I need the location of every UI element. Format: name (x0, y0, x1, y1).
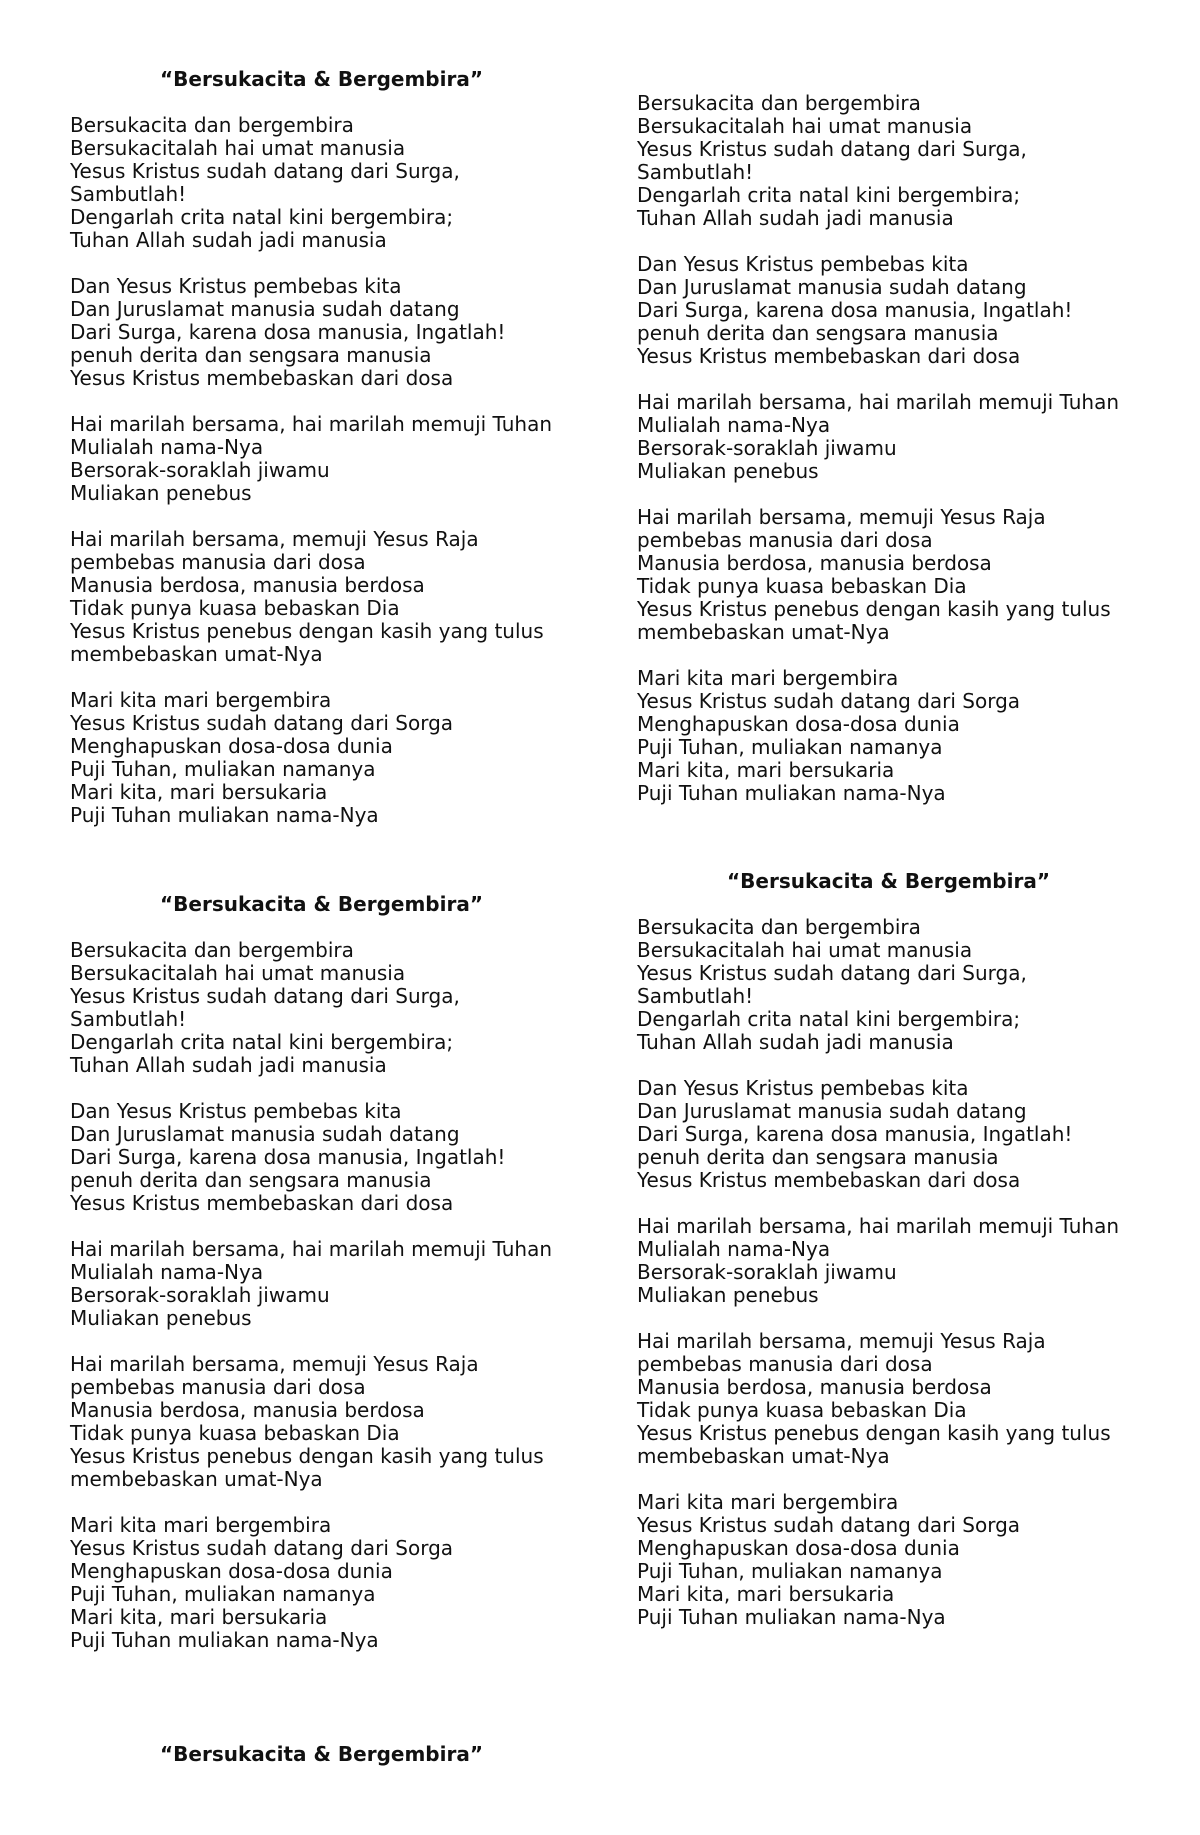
lyrics (70, 114, 590, 827)
song-title: “Bersukacita & Bergembira” (160, 1742, 483, 1766)
lyric-line: Tidak punya kuasa bebaskan Dia (637, 1398, 967, 1422)
lyric-line: Puji Tuhan muliakan nama-Nya (70, 803, 379, 827)
lyric-line: Yesus Kristus sudah datang dari Sorga (70, 1536, 454, 1560)
lyric-line: Yesus Kristus sudah datang dari Sorga (637, 1513, 1021, 1537)
song-block-4 (637, 870, 1157, 1652)
lyric-line: Tidak punya kuasa bebaskan Dia (70, 596, 400, 620)
lyric-line: Muliakan penebus (637, 459, 819, 483)
lyric-line: Puji Tuhan, muliakan namanya (70, 757, 376, 781)
lyric-line: membebaskan umat-Nya (637, 620, 890, 644)
lyric-line: Bersukacitalah hai umat manusia (70, 136, 406, 160)
lyric-line: Yesus Kristus penebus dengan kasih yang tulus (70, 1444, 544, 1468)
lyric-line: Manusia berdosa, manusia berdosa (70, 1398, 425, 1422)
lyric-line: Yesus Kristus penebus dengan kasih yang tulus (637, 597, 1111, 621)
lyric-line: Dari Surga, karena dosa manusia, Ingatlah! (70, 320, 506, 344)
lyric-line: Hai marilah bersama, memuji Yesus Raja (637, 505, 1046, 529)
lyric-line: Mari kita, mari bersukaria (70, 780, 328, 804)
stanza-4 (70, 1353, 590, 1491)
lyric-line: Mari kita mari bergembira (70, 1513, 332, 1537)
lyric-line: Dengarlah crita natal kini bergembira; (637, 183, 1021, 207)
lyric-line: Puji Tuhan, muliakan namanya (637, 1559, 943, 1583)
lyrics (70, 939, 590, 1652)
song-block-1 (70, 68, 590, 850)
lyric-line: pembebas manusia dari dosa (70, 1375, 366, 1399)
lyric-line: Yesus Kristus membebaskan dari dosa (637, 1168, 1021, 1192)
lyric-line: Mulialah nama-Nya (70, 435, 264, 459)
lyric-line: Manusia berdosa, manusia berdosa (70, 573, 425, 597)
lyric-line: Yesus Kristus membebaskan dari dosa (70, 366, 454, 390)
lyric-line: Bersukacitalah hai umat manusia (637, 938, 973, 962)
lyric-line: Mari kita, mari bersukaria (637, 1582, 895, 1606)
lyric-line: penuh derita dan sengsara manusia (637, 321, 999, 345)
lyric-line: Bersukacita dan bergembira (637, 915, 921, 939)
lyric-line: Menghapuskan dosa-dosa dunia (70, 734, 393, 758)
stanza-2 (70, 1100, 590, 1215)
lyric-line: Dan Juruslamat manusia sudah datang (70, 1122, 460, 1146)
lyric-line: pembebas manusia dari dosa (637, 1352, 933, 1376)
lyric-line: Bersukacita dan bergembira (637, 91, 921, 115)
stanza-4 (637, 1330, 1157, 1468)
lyric-line: Bersorak-soraklah jiwamu (637, 436, 897, 460)
lyric-line: Bersorak-soraklah jiwamu (70, 1283, 330, 1307)
lyric-line: Mari kita, mari bersukaria (70, 1605, 328, 1629)
lyric-line: Dari Surga, karena dosa manusia, Ingatlah! (637, 298, 1073, 322)
stanza-2 (637, 253, 1157, 368)
lyric-line: Yesus Kristus penebus dengan kasih yang tulus (70, 619, 544, 643)
stanza-2 (70, 275, 590, 390)
lyric-line: membebaskan umat-Nya (70, 642, 323, 666)
song-title: “Bersukacita & Bergembira” (160, 892, 483, 916)
lyric-line: Dan Juruslamat manusia sudah datang (637, 1099, 1027, 1123)
lyric-line: Tuhan Allah sudah jadi manusia (637, 206, 954, 230)
stanza-2 (637, 1077, 1157, 1192)
lyric-line: Bersukacita dan bergembira (70, 113, 354, 137)
lyric-line: Puji Tuhan, muliakan namanya (70, 1582, 376, 1606)
lyric-line: Dan Yesus Kristus pembebas kita (70, 274, 402, 298)
lyric-line: Bersukacitalah hai umat manusia (637, 114, 973, 138)
stanza-1 (637, 92, 1157, 230)
lyric-line: pembebas manusia dari dosa (637, 528, 933, 552)
lyric-line: Yesus Kristus penebus dengan kasih yang tulus (637, 1421, 1111, 1445)
lyric-line: Dan Juruslamat manusia sudah datang (637, 275, 1027, 299)
lyric-line: Tidak punya kuasa bebaskan Dia (70, 1421, 400, 1445)
lyric-line: Mari kita mari bergembira (637, 666, 899, 690)
song-title: “Bersukacita & Bergembira” (160, 67, 483, 91)
lyric-line: Tuhan Allah sudah jadi manusia (70, 228, 387, 252)
lyric-line: Mulialah nama-Nya (637, 413, 831, 437)
lyric-line: Sambutlah! (637, 984, 754, 1008)
lyric-line: Hai marilah bersama, hai marilah memuji Tuhan (637, 390, 1120, 414)
lyric-line: Menghapuskan dosa-dosa dunia (70, 1559, 393, 1583)
stanza-3 (637, 1215, 1157, 1307)
lyric-line: Hai marilah bersama, hai marilah memuji Tuhan (70, 1237, 553, 1261)
lyric-line: Dari Surga, karena dosa manusia, Ingatlah! (70, 1145, 506, 1169)
lyric-line: Manusia berdosa, manusia berdosa (637, 551, 992, 575)
stanza-3 (70, 413, 590, 505)
lyric-line: Mari kita mari bergembira (70, 688, 332, 712)
lyric-line: Puji Tuhan, muliakan namanya (637, 735, 943, 759)
stanza-1 (70, 114, 590, 252)
lyrics (637, 92, 1157, 805)
lyrics (637, 916, 1157, 1629)
lyric-line: Puji Tuhan muliakan nama-Nya (637, 781, 946, 805)
song-block-2 (637, 92, 1157, 828)
lyric-line: Yesus Kristus sudah datang dari Surga, (70, 159, 460, 183)
lyric-line: Tidak punya kuasa bebaskan Dia (637, 574, 967, 598)
lyric-line: Dari Surga, karena dosa manusia, Ingatlah! (637, 1122, 1073, 1146)
lyric-line: pembebas manusia dari dosa (70, 550, 366, 574)
stanza-5 (70, 689, 590, 827)
lyric-line: Menghapuskan dosa-dosa dunia (637, 1536, 960, 1560)
lyric-line: penuh derita dan sengsara manusia (637, 1145, 999, 1169)
lyric-line: Mulialah nama-Nya (70, 1260, 264, 1284)
song-title: “Bersukacita & Bergembira” (727, 869, 1050, 893)
lyric-line: Sambutlah! (70, 182, 187, 206)
lyric-line: Yesus Kristus sudah datang dari Surga, (637, 137, 1027, 161)
lyric-line: Dan Yesus Kristus pembebas kita (637, 252, 969, 276)
lyric-line: Yesus Kristus sudah datang dari Sorga (70, 711, 454, 735)
lyric-line: membebaskan umat-Nya (637, 1444, 890, 1468)
stanza-1 (637, 916, 1157, 1054)
song-block-5 (70, 1743, 590, 1789)
lyric-line: Puji Tuhan muliakan nama-Nya (70, 1628, 379, 1652)
lyric-line: Hai marilah bersama, memuji Yesus Raja (637, 1329, 1046, 1353)
lyric-line: Hai marilah bersama, hai marilah memuji Tuhan (637, 1214, 1120, 1238)
stanza-1 (70, 939, 590, 1077)
lyric-line: Muliakan penebus (70, 481, 252, 505)
lyric-line: Yesus Kristus sudah datang dari Surga, (637, 961, 1027, 985)
lyric-line: Muliakan penebus (70, 1306, 252, 1330)
lyric-line: Sambutlah! (70, 1007, 187, 1031)
lyric-line: Dan Juruslamat manusia sudah datang (70, 297, 460, 321)
stanza-5 (637, 1491, 1157, 1629)
lyric-line: Yesus Kristus sudah datang dari Surga, (70, 984, 460, 1008)
lyric-line: Bersorak-soraklah jiwamu (70, 458, 330, 482)
stanza-3 (70, 1238, 590, 1330)
stanza-4 (637, 506, 1157, 644)
lyric-line: membebaskan umat-Nya (70, 1467, 323, 1491)
lyric-line: Yesus Kristus membebaskan dari dosa (70, 1191, 454, 1215)
lyric-line: Hai marilah bersama, memuji Yesus Raja (70, 1352, 479, 1376)
lyric-line: Bersukacitalah hai umat manusia (70, 961, 406, 985)
lyric-line: Tuhan Allah sudah jadi manusia (637, 1030, 954, 1054)
lyric-line: Muliakan penebus (637, 1283, 819, 1307)
lyric-line: penuh derita dan sengsara manusia (70, 1168, 432, 1192)
lyric-line: Mari kita, mari bersukaria (637, 758, 895, 782)
lyric-line: Tuhan Allah sudah jadi manusia (70, 1053, 387, 1077)
lyric-line: penuh derita dan sengsara manusia (70, 343, 432, 367)
lyric-line: Sambutlah! (637, 160, 754, 184)
lyric-line: Manusia berdosa, manusia berdosa (637, 1375, 992, 1399)
lyric-line: Bersukacita dan bergembira (70, 938, 354, 962)
song-block-3 (70, 893, 590, 1675)
stanza-3 (637, 391, 1157, 483)
lyric-line: Hai marilah bersama, hai marilah memuji Tuhan (70, 412, 553, 436)
lyric-line: Bersorak-soraklah jiwamu (637, 1260, 897, 1284)
lyric-line: Mulialah nama-Nya (637, 1237, 831, 1261)
lyric-line: Mari kita mari bergembira (637, 1490, 899, 1514)
lyric-line: Puji Tuhan muliakan nama-Nya (637, 1605, 946, 1629)
stanza-4 (70, 528, 590, 666)
lyric-line: Menghapuskan dosa-dosa dunia (637, 712, 960, 736)
stanza-5 (637, 667, 1157, 805)
lyric-line: Yesus Kristus sudah datang dari Sorga (637, 689, 1021, 713)
lyric-line: Dengarlah crita natal kini bergembira; (637, 1007, 1021, 1031)
lyric-line: Hai marilah bersama, memuji Yesus Raja (70, 527, 479, 551)
lyric-line: Yesus Kristus membebaskan dari dosa (637, 344, 1021, 368)
lyric-line: Dan Yesus Kristus pembebas kita (70, 1099, 402, 1123)
lyric-line: Dengarlah crita natal kini bergembira; (70, 205, 454, 229)
lyric-line: Dan Yesus Kristus pembebas kita (637, 1076, 969, 1100)
stanza-5 (70, 1514, 590, 1652)
lyric-line: Dengarlah crita natal kini bergembira; (70, 1030, 454, 1054)
